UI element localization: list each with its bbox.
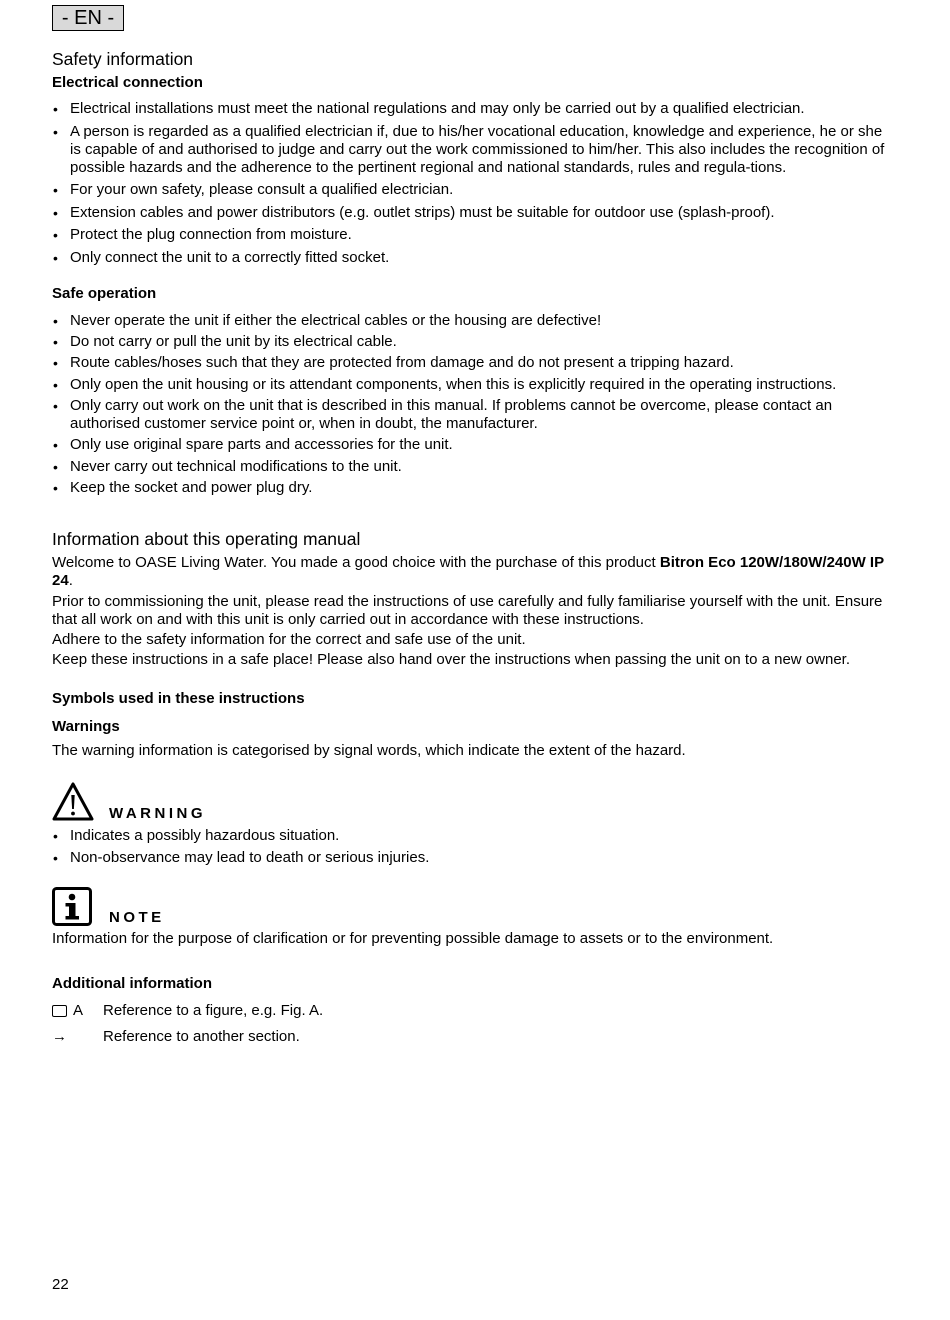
list-item: • Only open the unit housing or its attendant components, when this is explicitly required in the operating instructions. — [52, 376, 890, 394]
intro-text: Welcome to OASE Living Water. You made a good choice with the purchase of this product — [52, 554, 660, 572]
electrical-list — [52, 100, 890, 267]
list-item: • Only use original spare parts and accessories for the unit. — [52, 436, 890, 454]
product-name: Bitron Eco 120W/180W/240W IP 24 — [52, 554, 884, 590]
note-block — [52, 887, 890, 926]
safe-operation-heading: Safe operation — [52, 284, 157, 302]
info-icon — [52, 887, 92, 926]
warning-signal-word: WARNING — [109, 805, 206, 823]
intro-end: . — [68, 572, 73, 590]
paragraph: Prior to commissioning the unit, please read the instructions of use carefully and fully familiarise yourself with the unit. Ensure that all work on and with this unit is only carried out in accordance with these instructions. — [52, 593, 883, 629]
page-number: 22 — [52, 1276, 69, 1293]
figure-reference-row — [52, 1002, 890, 1020]
list-item: • Only connect the unit to a correctly fitted socket. — [52, 249, 890, 267]
list-item: • Protect the plug connection from moisture. — [52, 226, 890, 244]
warnings-heading: Warnings — [52, 718, 120, 736]
list-item: • Never carry out technical modifications to the unit. — [52, 458, 890, 476]
paragraph: Adhere to the safety information for the correct and safe use of the unit. — [52, 631, 526, 649]
safety-title: Safety information — [52, 49, 194, 69]
page-content — [52, 48, 890, 1046]
language-tab: - EN - — [52, 5, 124, 31]
list-item: • Indicates a possibly hazardous situation. — [52, 827, 890, 845]
electrical-connection-heading: Electrical connection — [52, 74, 203, 91]
list-item: • Do not carry or pull the unit by its electrical cable. — [52, 333, 890, 351]
symbols-heading: Symbols used in these instructions — [52, 690, 305, 708]
warning-list — [52, 827, 890, 867]
list-item: • Only carry out work on the unit that is described in this manual. If problems cannot be overcome, please contact an authorised customer service point or, when in doubt, the manufacturer. — [52, 397, 890, 433]
section-reference-text: Reference to another section. — [103, 1028, 300, 1046]
operation-list — [52, 312, 890, 498]
section-reference-row — [52, 1028, 890, 1046]
figure-reference-text: Reference to a figure, e.g. Fig. A. — [103, 1002, 324, 1020]
warnings-text: The warning information is categorised by signal words, which indicate the extent of the hazard. — [52, 742, 686, 760]
paragraph: Keep these instructions in a safe place! Please also hand over the instructions when passing the unit on to a new owner. — [52, 651, 850, 669]
warning-block — [52, 782, 890, 822]
figure-box-icon — [52, 1005, 67, 1017]
list-item: • For your own safety, please consult a qualified electrician. — [52, 181, 890, 199]
additional-info-heading: Additional information — [52, 975, 212, 993]
note-signal-word: NOTE — [109, 909, 165, 927]
list-item: • Electrical installations must meet the national regulations and may only be carried out by a qualified electrician. — [52, 100, 890, 118]
intro-paragraph — [52, 554, 890, 590]
manual-info-title: Information about this operating manual — [52, 529, 361, 550]
list-item: • Keep the socket and power plug dry. — [52, 479, 890, 497]
list-item: • Extension cables and power distributors (e.g. outlet strips) must be suitable for outdoor use (splash-proof). — [52, 204, 890, 222]
note-text: Information for the purpose of clarification or for preventing possible damage to assets or to the environment. — [52, 930, 774, 948]
list-item: • A person is regarded as a qualified electrician if, due to his/her vocational education, knowledge and experience, he or she is capable of and authorised to judge and carry out the work commissioned to him/her. This also includes the recognition of possible hazards and the adherence to the pertinent regional and national standards, rules and regula-tions. — [52, 123, 890, 177]
list-item: • Never operate the unit if either the electrical cables or the housing are defective! — [52, 312, 890, 330]
list-item: • Route cables/hoses such that they are protected from damage and do not present a tripping hazard. — [52, 354, 890, 372]
list-item: • Non-observance may lead to death or serious injuries. — [52, 849, 890, 867]
arrow-right-icon: → — [52, 1028, 67, 1046]
warning-triangle-icon — [52, 782, 94, 822]
figure-symbol: A — [73, 1002, 84, 1020]
